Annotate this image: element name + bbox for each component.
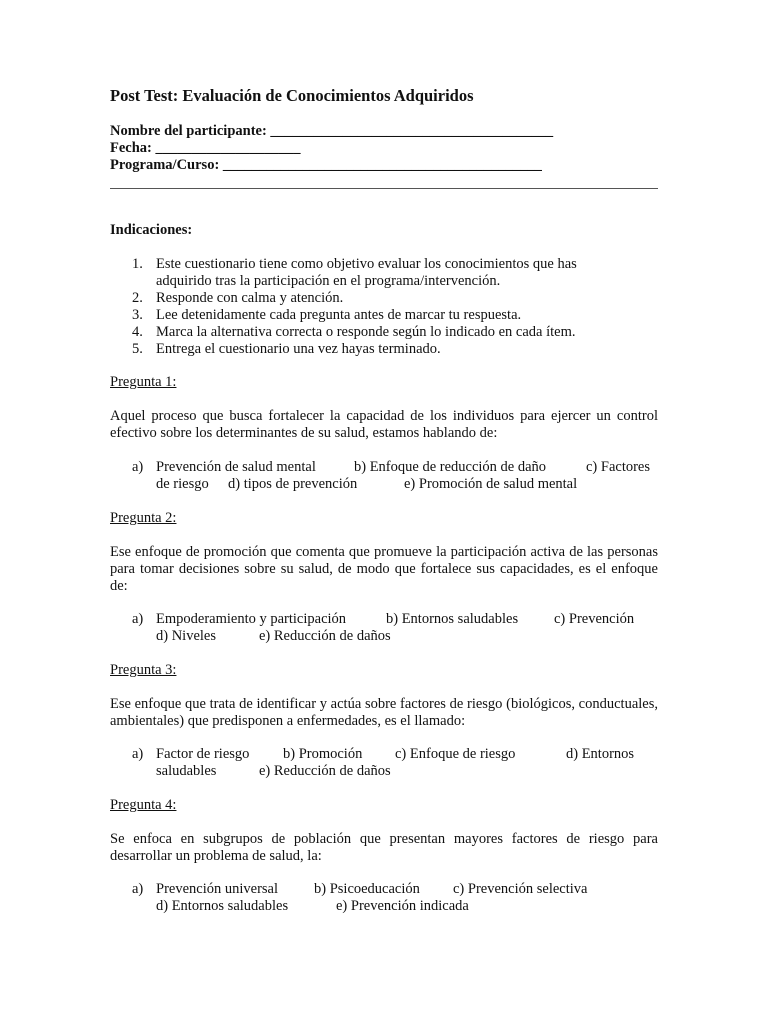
option-a: Factor de riesgo — [156, 746, 250, 762]
question-3-options — [132, 746, 658, 780]
option-d-continued: saludables — [156, 763, 217, 779]
option-b: b) Entornos saludables — [386, 611, 519, 627]
document-title: Post Test: Evaluación de Conocimientos Adquiridos — [110, 86, 474, 105]
option-b: b) Psicoeducación — [314, 881, 420, 897]
horizontal-rule — [110, 188, 658, 189]
list-item — [110, 290, 616, 307]
option-a: Empoderamiento y participación — [156, 611, 347, 627]
program-field: Programa/Curso: ____________________________________________ — [110, 157, 542, 173]
instructions-list — [110, 256, 658, 358]
option-c-continued: de riesgo — [156, 476, 209, 492]
option-e: e) Promoción de salud mental — [404, 476, 578, 492]
list-text: Este cuestionario tiene como objetivo evaluar los conocimientos que has adquirido tras la participación en el programa/intervención. — [156, 256, 577, 289]
option-b: b) Enfoque de reducción de daño — [354, 459, 547, 475]
question-1-text: Aquel proceso que busca fortalecer la capacidad de los individuos para ejercer un control efectivo sobre los determinantes de su salud, estamos hablando de: — [110, 408, 658, 441]
question-1-options — [132, 459, 658, 493]
option-c: c) Factores — [586, 459, 651, 475]
date-field: Fecha: ____________________ — [110, 140, 301, 156]
list-number: 1. — [132, 256, 143, 272]
list-text: Entrega el cuestionario una vez hayas terminado. — [156, 341, 441, 357]
option-e: e) Reducción de daños — [259, 763, 391, 779]
list-number: 3. — [132, 307, 143, 323]
list-item — [110, 256, 616, 290]
option-marker: a) — [132, 881, 144, 897]
question-1-label: Pregunta 1: — [110, 374, 177, 390]
list-text: Lee detenidamente cada pregunta antes de marcar tu respuesta. — [156, 307, 522, 323]
question-4-text: Se enfoca en subgrupos de población que presentan mayores factores de riesgo para desarrollar un problema de salud, la: — [110, 831, 658, 864]
list-item — [110, 307, 616, 324]
option-c: c) Enfoque de riesgo — [395, 746, 516, 762]
option-marker: a) — [132, 611, 144, 627]
question-3-label: Pregunta 3: — [110, 662, 177, 678]
list-number: 4. — [132, 324, 143, 340]
question-2-options — [132, 611, 658, 645]
question-4-label: Pregunta 4: — [110, 797, 177, 813]
participant-name-field: Nombre del participante: _______________________________________ — [110, 123, 554, 139]
option-d: d) Niveles — [156, 628, 216, 644]
option-b: b) Promoción — [283, 746, 363, 762]
option-c: c) Prevención — [554, 611, 635, 627]
list-item — [110, 324, 616, 341]
list-number: 2. — [132, 290, 143, 306]
list-number: 5. — [132, 341, 143, 357]
question-3-text: Ese enfoque que trata de identificar y actúa sobre factores de riesgo (biológicos, conductuales, ambientales) que predisponen a enfermedades, es el llamado: — [110, 696, 658, 729]
question-2-label: Pregunta 2: — [110, 510, 177, 526]
list-text: Marca la alternativa correcta o responde según lo indicado en cada ítem. — [156, 324, 576, 340]
option-d: d) tipos de prevención — [228, 476, 358, 492]
list-item — [110, 341, 616, 358]
option-d: d) Entornos saludables — [156, 898, 289, 914]
question-4-options — [132, 881, 658, 915]
option-marker: a) — [132, 746, 144, 762]
option-e: e) Reducción de daños — [259, 628, 391, 644]
option-c: c) Prevención selectiva — [453, 881, 588, 897]
question-2-text: Ese enfoque de promoción que comenta que promueve la participación activa de las personas para tomar decisiones sobre su salud, de modo que fortalece sus capacidades, es el enfoque de: — [110, 544, 658, 594]
option-a: Prevención universal — [156, 881, 279, 897]
list-text: Responde con calma y atención. — [156, 290, 344, 306]
option-d: d) Entornos — [566, 746, 635, 762]
option-a: Prevención de salud mental — [156, 459, 316, 475]
option-e: e) Prevención indicada — [336, 898, 469, 914]
instructions-title: Indicaciones: — [110, 222, 193, 238]
option-marker: a) — [132, 459, 144, 475]
